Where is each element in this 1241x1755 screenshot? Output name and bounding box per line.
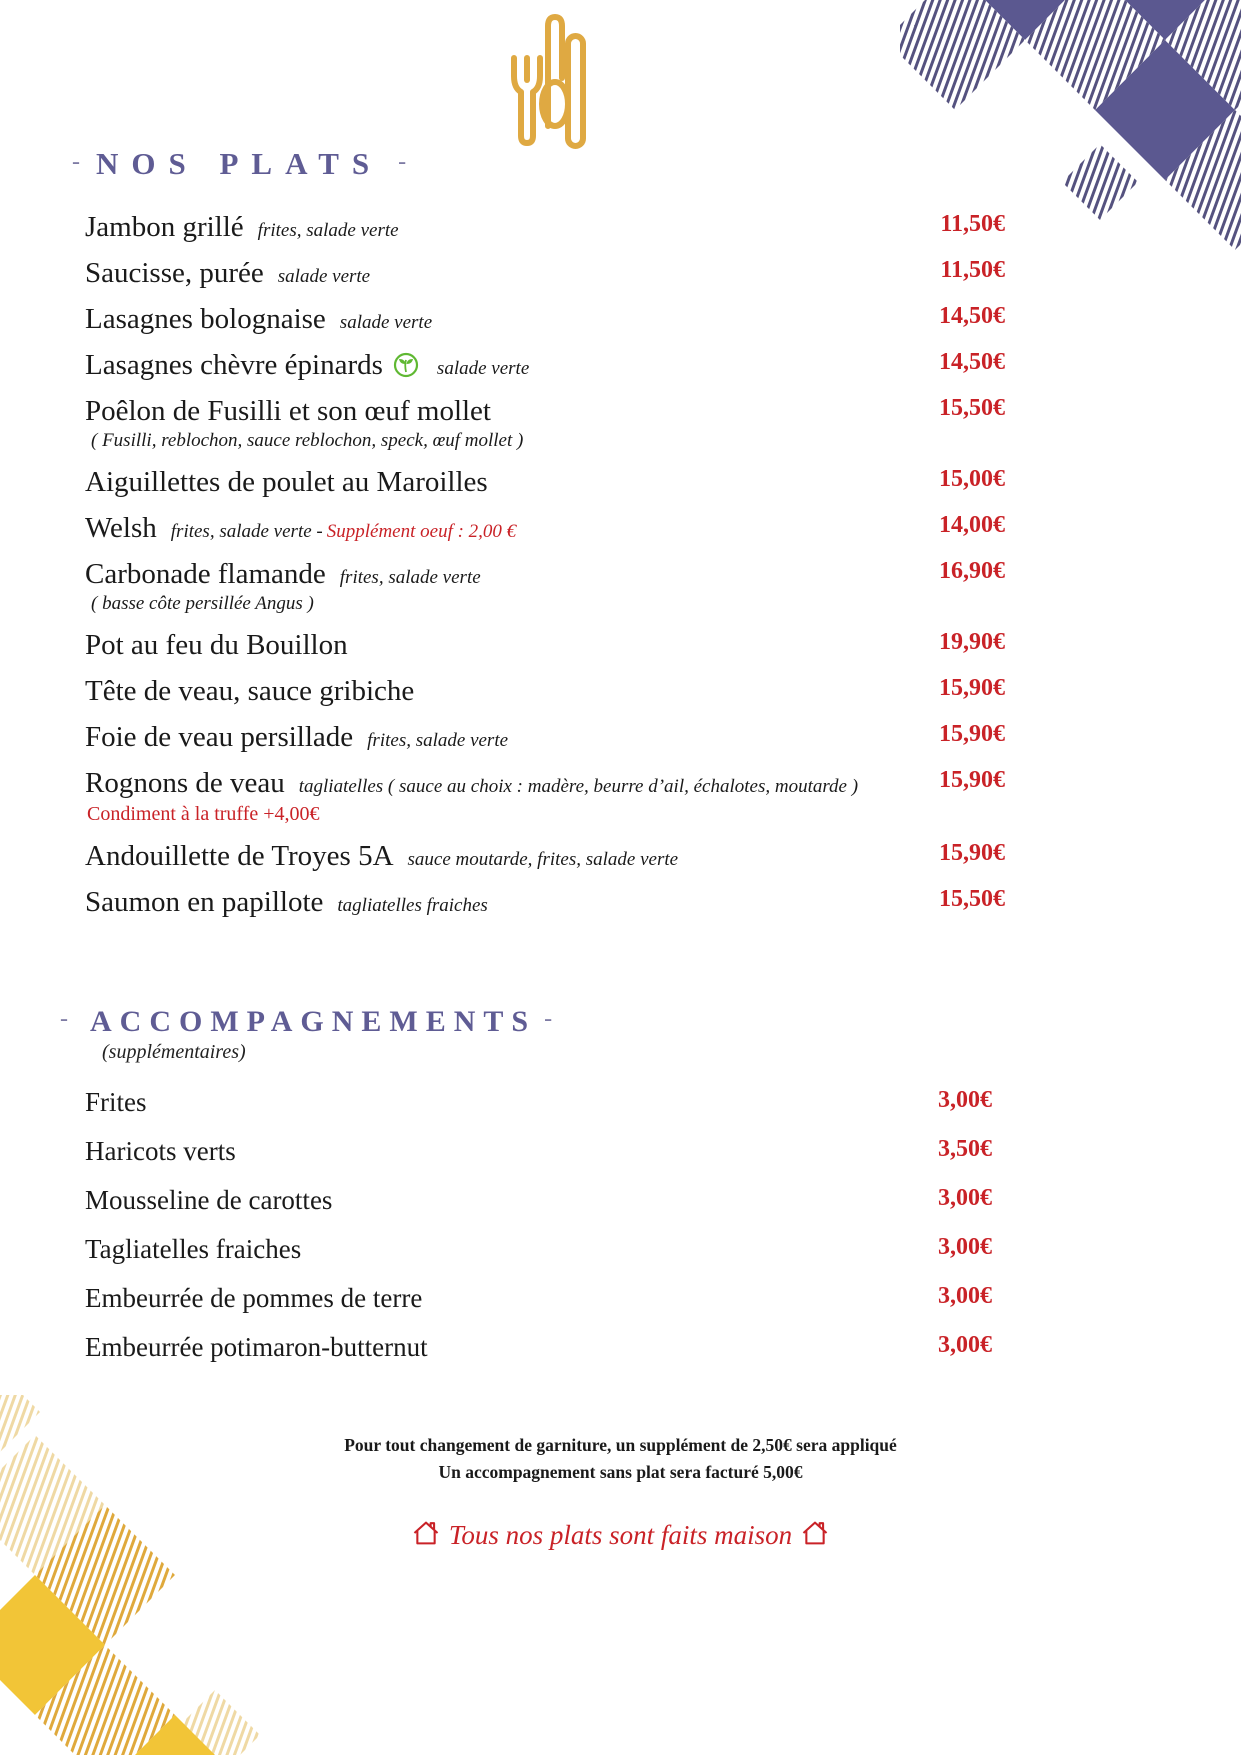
dish-name: Tagliatelles fraiches [85, 1234, 302, 1264]
dish-price: 15,50€ [939, 395, 1005, 421]
dish-price: 16,90€ [939, 558, 1005, 584]
menu-item-row [85, 628, 1005, 663]
dish-price: 3,00€ [938, 1087, 992, 1113]
section-accompagnements [0, 1005, 1241, 1380]
menu-item-row [85, 766, 1005, 828]
title-dash: - [60, 1006, 68, 1032]
dish-name: Lasagnes chèvre épinards [85, 349, 383, 381]
cutlery-logo-icon [506, 8, 586, 150]
dish-price: 15,50€ [939, 886, 1005, 912]
dish-price: 15,90€ [939, 767, 1005, 793]
menu-item-row [85, 1282, 992, 1314]
garniture-notice: Pour tout changement de garniture, un supplément de 2,50€ sera appliqué [344, 1435, 897, 1455]
menu-item-row [85, 1135, 992, 1167]
dish-name: Mousseline de carottes [85, 1185, 333, 1215]
menu-item-row [85, 674, 1005, 709]
menu-footer [0, 1432, 1241, 1551]
menu-item-row [85, 1233, 992, 1265]
dish-description: frites, salade verte [367, 730, 509, 751]
dish-description: salade verte [436, 358, 530, 379]
homemade-tagline [0, 1518, 1241, 1551]
dish-price: 3,50€ [938, 1136, 992, 1162]
dish-description: frites, salade verte [257, 220, 399, 241]
dish-price: 14,50€ [939, 349, 1005, 375]
menu-item-row [85, 210, 1005, 245]
dish-price: 15,90€ [939, 840, 1005, 866]
plats-list [85, 210, 1005, 920]
dish-name: Welsh [85, 512, 157, 544]
dish-name: Carbonade flamande [85, 558, 326, 590]
title-dash: - [398, 149, 407, 175]
house-icon [411, 1518, 441, 1548]
dish-name: Saucisse, purée [85, 257, 264, 289]
menu-item-row [85, 465, 1005, 500]
title-dash: - [544, 1006, 553, 1032]
section-nos-plats [0, 146, 1241, 931]
vegetarian-icon [393, 352, 419, 378]
dish-supplement-note: Supplément oeuf : 2,00 € [326, 521, 517, 542]
menu-item-row [85, 557, 1005, 617]
dish-price: 14,00€ [939, 512, 1005, 538]
dish-name: Embeurrée de pommes de terre [85, 1283, 423, 1313]
dish-name: Lasagnes bolognaise [85, 303, 326, 335]
dish-sub-description: ( Fusilli, reblochon, sauce reblochon, speck, œuf mollet ) [91, 430, 524, 451]
menu-item-row [85, 1086, 992, 1118]
menu-item-row [85, 720, 1005, 755]
dish-description: frites, salade verte [339, 567, 481, 588]
dish-price: 3,00€ [938, 1283, 992, 1309]
dish-description: tagliatelles ( sauce au choix : madère, beurre d’ail, échalotes, moutarde ) [298, 776, 859, 797]
dish-truffle-note: Condiment à la truffe +4,00€ [87, 803, 320, 825]
menu-item-row [85, 302, 1005, 337]
dish-price: 15,90€ [939, 721, 1005, 747]
accompagnement-notice: Un accompagnement sans plat sera facturé 5,00€ [438, 1462, 803, 1482]
dish-name: Embeurrée potimaron-butternut [85, 1332, 428, 1362]
dish-name: Andouillette de Troyes 5A [85, 840, 394, 872]
title-dash: - [72, 149, 80, 175]
menu-item-row [85, 1331, 992, 1363]
dish-name: Foie de veau persillade [85, 721, 354, 753]
dish-description: sauce moutarde, frites, salade verte [407, 849, 679, 870]
dish-description: frites, salade verte - [170, 521, 323, 542]
tagline-text: Tous nos plats sont faits maison [448, 1520, 793, 1550]
section-title-accompagnements [0, 1005, 1241, 1039]
dish-price: 15,90€ [939, 675, 1005, 701]
section-subtitle: (supplémentaires) [102, 1041, 246, 1063]
accompagnements-list [85, 1086, 992, 1363]
dish-price: 19,90€ [939, 629, 1005, 655]
dish-name: Rognons de veau [85, 767, 285, 799]
dish-price: 11,50€ [940, 257, 1005, 283]
menu-item-row [85, 256, 1005, 291]
dish-price: 3,00€ [938, 1234, 992, 1260]
dish-name: Pot au feu du Bouillon [85, 629, 348, 661]
house-icon [800, 1518, 830, 1548]
dish-description: tagliatelles fraiches [337, 895, 488, 916]
dish-name: Aiguillettes de poulet au Maroilles [85, 466, 488, 498]
dish-price: 14,50€ [939, 303, 1005, 329]
menu-item-row [85, 885, 1005, 920]
dish-name: Jambon grillé [85, 211, 244, 243]
dish-price: 3,00€ [938, 1185, 992, 1211]
dish-name: Saumon en papillote [85, 886, 324, 918]
menu-item-row [85, 511, 1005, 546]
dish-name: Haricots verts [85, 1136, 236, 1166]
dish-name: Frites [85, 1087, 147, 1117]
menu-item-row [85, 839, 1005, 874]
dish-description: salade verte [277, 266, 371, 287]
page-title: NOS PLATS [96, 146, 383, 181]
dish-price: 3,00€ [938, 1332, 992, 1358]
section-title-text: ACCOMPAGNEMENTS [90, 1005, 537, 1038]
dish-name: Tête de veau, sauce gribiche [85, 675, 415, 707]
section-title-nos-plats [0, 146, 1241, 182]
menu-item-row [85, 394, 1005, 454]
menu-item-row [85, 348, 1005, 383]
dish-description: salade verte [339, 312, 433, 333]
dish-price: 15,00€ [939, 466, 1005, 492]
dish-name: Poêlon de Fusilli et son œuf mollet [85, 395, 491, 427]
dish-sub-description: ( basse côte persillée Angus ) [91, 593, 314, 614]
menu-item-row [85, 1184, 992, 1216]
dish-price: 11,50€ [940, 211, 1005, 237]
